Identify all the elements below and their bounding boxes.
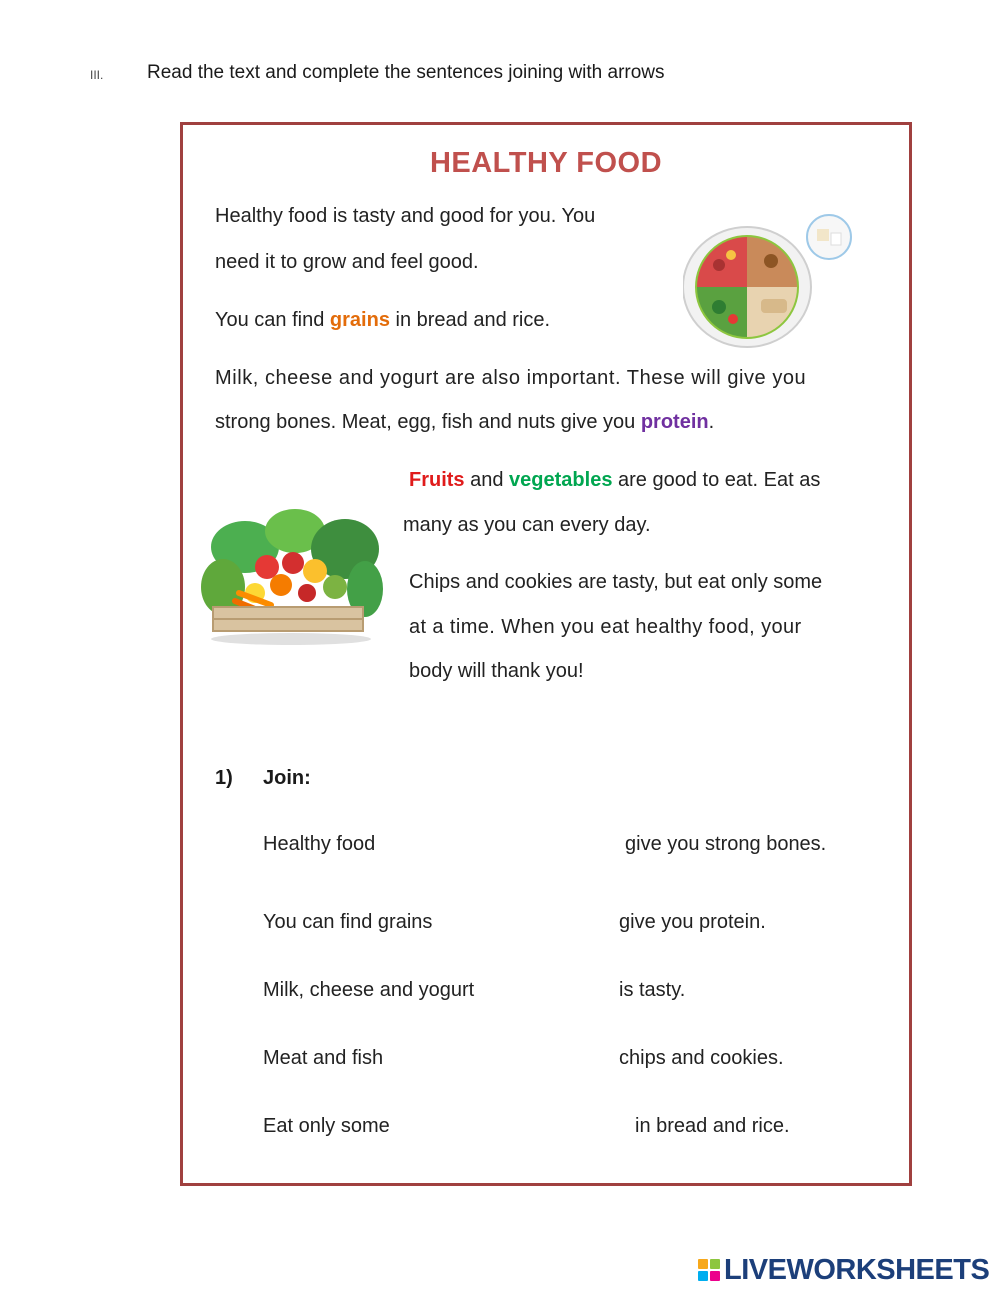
join-right-item[interactable]: in bread and rice. [635,1115,790,1137]
paragraph-3-line-2-pre: strong bones. Meat, egg, fish and nuts give you [215,411,641,433]
join-right-item[interactable]: give you protein. [619,911,766,933]
paragraph-4-line-1 [409,469,820,492]
logo-square [710,1259,720,1269]
logo-square [710,1271,720,1281]
vegetable-crate-illustration [195,497,387,647]
paragraph-4-and: and [464,469,510,491]
join-left-item[interactable]: Meat and fish [263,1047,384,1069]
paragraph-4-post: are good to eat. Eat as [612,469,821,491]
paragraph-2-post: in bread and rice. [389,309,551,331]
join-left-item[interactable]: Milk, cheese and yogurt [263,979,475,1001]
logo-square [698,1271,708,1281]
paragraph-4-line-2: many as you can every day. [403,514,651,536]
paragraph-5-line-3: body will thank you! [409,660,584,682]
paragraph-3-line-2-post: . [708,411,715,433]
instruction-text: Read the text and complete the sentences joining with arrows [147,62,665,83]
paragraph-5-line-1: Chips and cookies are tasty, but eat only some [409,571,823,593]
paragraph-2-pre: You can find [215,309,330,331]
food-plate-illustration [683,209,853,349]
paragraph-3-line-1: Milk, cheese and yogurt are also important. These will give you [215,367,807,389]
paragraph-2 [215,309,550,332]
join-right-item[interactable]: give you strong bones. [625,833,827,855]
word-vegetables: vegetables [509,469,613,491]
logo-square [698,1259,708,1269]
word-protein: protein [640,411,709,433]
join-left-item[interactable]: Eat only some [263,1115,390,1137]
join-right-item[interactable]: chips and cookies. [619,1047,784,1069]
paragraph-1-line-1: Healthy food is tasty and good for you. You [215,205,596,227]
word-grains: grains [329,309,390,331]
paragraph-5-line-2: at a time. When you eat healthy food, your [409,616,802,638]
paragraph-3-line-2 [215,411,714,434]
logo-text: LIVEWORKSHEETS [724,1253,990,1286]
reading-frame [180,122,912,1186]
join-left-item[interactable]: Healthy food [263,833,376,855]
instruction-number: III. [90,68,104,82]
word-fruits: Fruits [409,469,465,491]
reading-title: HEALTHY FOOD [429,147,663,179]
join-section-label: Join: [263,767,311,789]
join-section-number: 1) [215,767,233,789]
join-left-item[interactable]: You can find grains [263,911,433,933]
liveworksheets-logo [698,1254,989,1286]
paragraph-1-line-2: need it to grow and feel good. [215,251,479,273]
logo-squares-icon [698,1259,720,1281]
join-right-item[interactable]: is tasty. [619,979,686,1001]
